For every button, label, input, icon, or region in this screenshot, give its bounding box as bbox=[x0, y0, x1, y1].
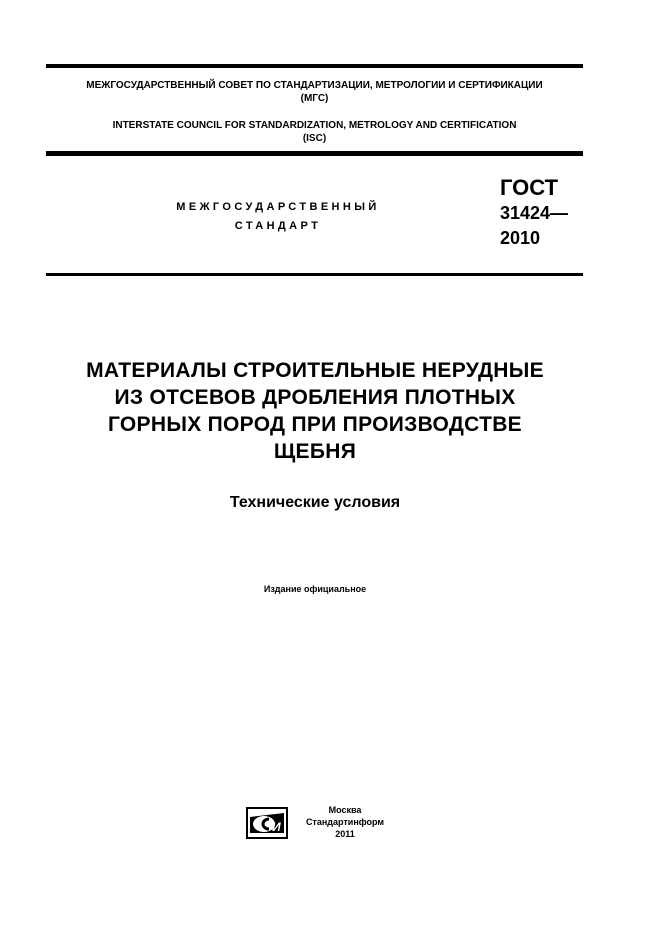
publisher-city: Москва bbox=[328, 805, 362, 815]
top-rule bbox=[46, 64, 583, 68]
council-name-en-line: INTERSTATE COUNCIL FOR STANDARDIZATION, METROLOGY AND CERTIFICATION bbox=[112, 120, 517, 131]
council-name-ru-line: МЕЖГОСУДАРСТВЕННЫЙ СОВЕТ ПО СТАНДАРТИЗАЦИИ, МЕТРОЛОГИИ И СЕРТИФИКАЦИИ bbox=[86, 80, 543, 91]
standartinform-logo-icon bbox=[246, 807, 288, 839]
document-title bbox=[50, 357, 580, 465]
publisher-name: Стандартинформ bbox=[305, 817, 385, 827]
council-abbr-ru: (МГС) bbox=[300, 93, 329, 104]
standard-kind-line1: МЕЖГОСУДАРСТВЕННЫЙ bbox=[176, 201, 380, 213]
bottom-rule bbox=[46, 273, 583, 276]
document-title-line: ЩЕБНЯ bbox=[273, 440, 357, 463]
gost-year: 2010 bbox=[500, 228, 541, 248]
document-title-line: ГОРНЫХ ПОРОД ПРИ ПРОИЗВОДСТВЕ bbox=[108, 413, 522, 436]
council-name-en bbox=[46, 119, 583, 145]
document-title-line: МАТЕРИАЛЫ СТРОИТЕЛЬНЫЕ НЕРУДНЫЕ bbox=[86, 359, 544, 382]
council-name-ru bbox=[46, 79, 583, 105]
svg-text:И: И bbox=[272, 820, 281, 834]
middle-rule bbox=[46, 151, 583, 156]
document-subtitle: Технические условия bbox=[229, 494, 401, 511]
council-abbr-en: (ISC) bbox=[302, 133, 327, 144]
edition-note: Издание официальное bbox=[263, 584, 367, 594]
publisher-imprint bbox=[300, 804, 390, 840]
gost-label: ГОСТ bbox=[500, 175, 559, 200]
standard-kind bbox=[150, 198, 406, 236]
gost-number: 31424— bbox=[500, 203, 569, 223]
standard-kind-line2: СТАНДАРТ bbox=[234, 220, 322, 232]
document-title-line: ИЗ ОТСЕВОВ ДРОБЛЕНИЯ ПЛОТНЫХ bbox=[114, 386, 516, 409]
publisher-year: 2011 bbox=[335, 829, 355, 839]
